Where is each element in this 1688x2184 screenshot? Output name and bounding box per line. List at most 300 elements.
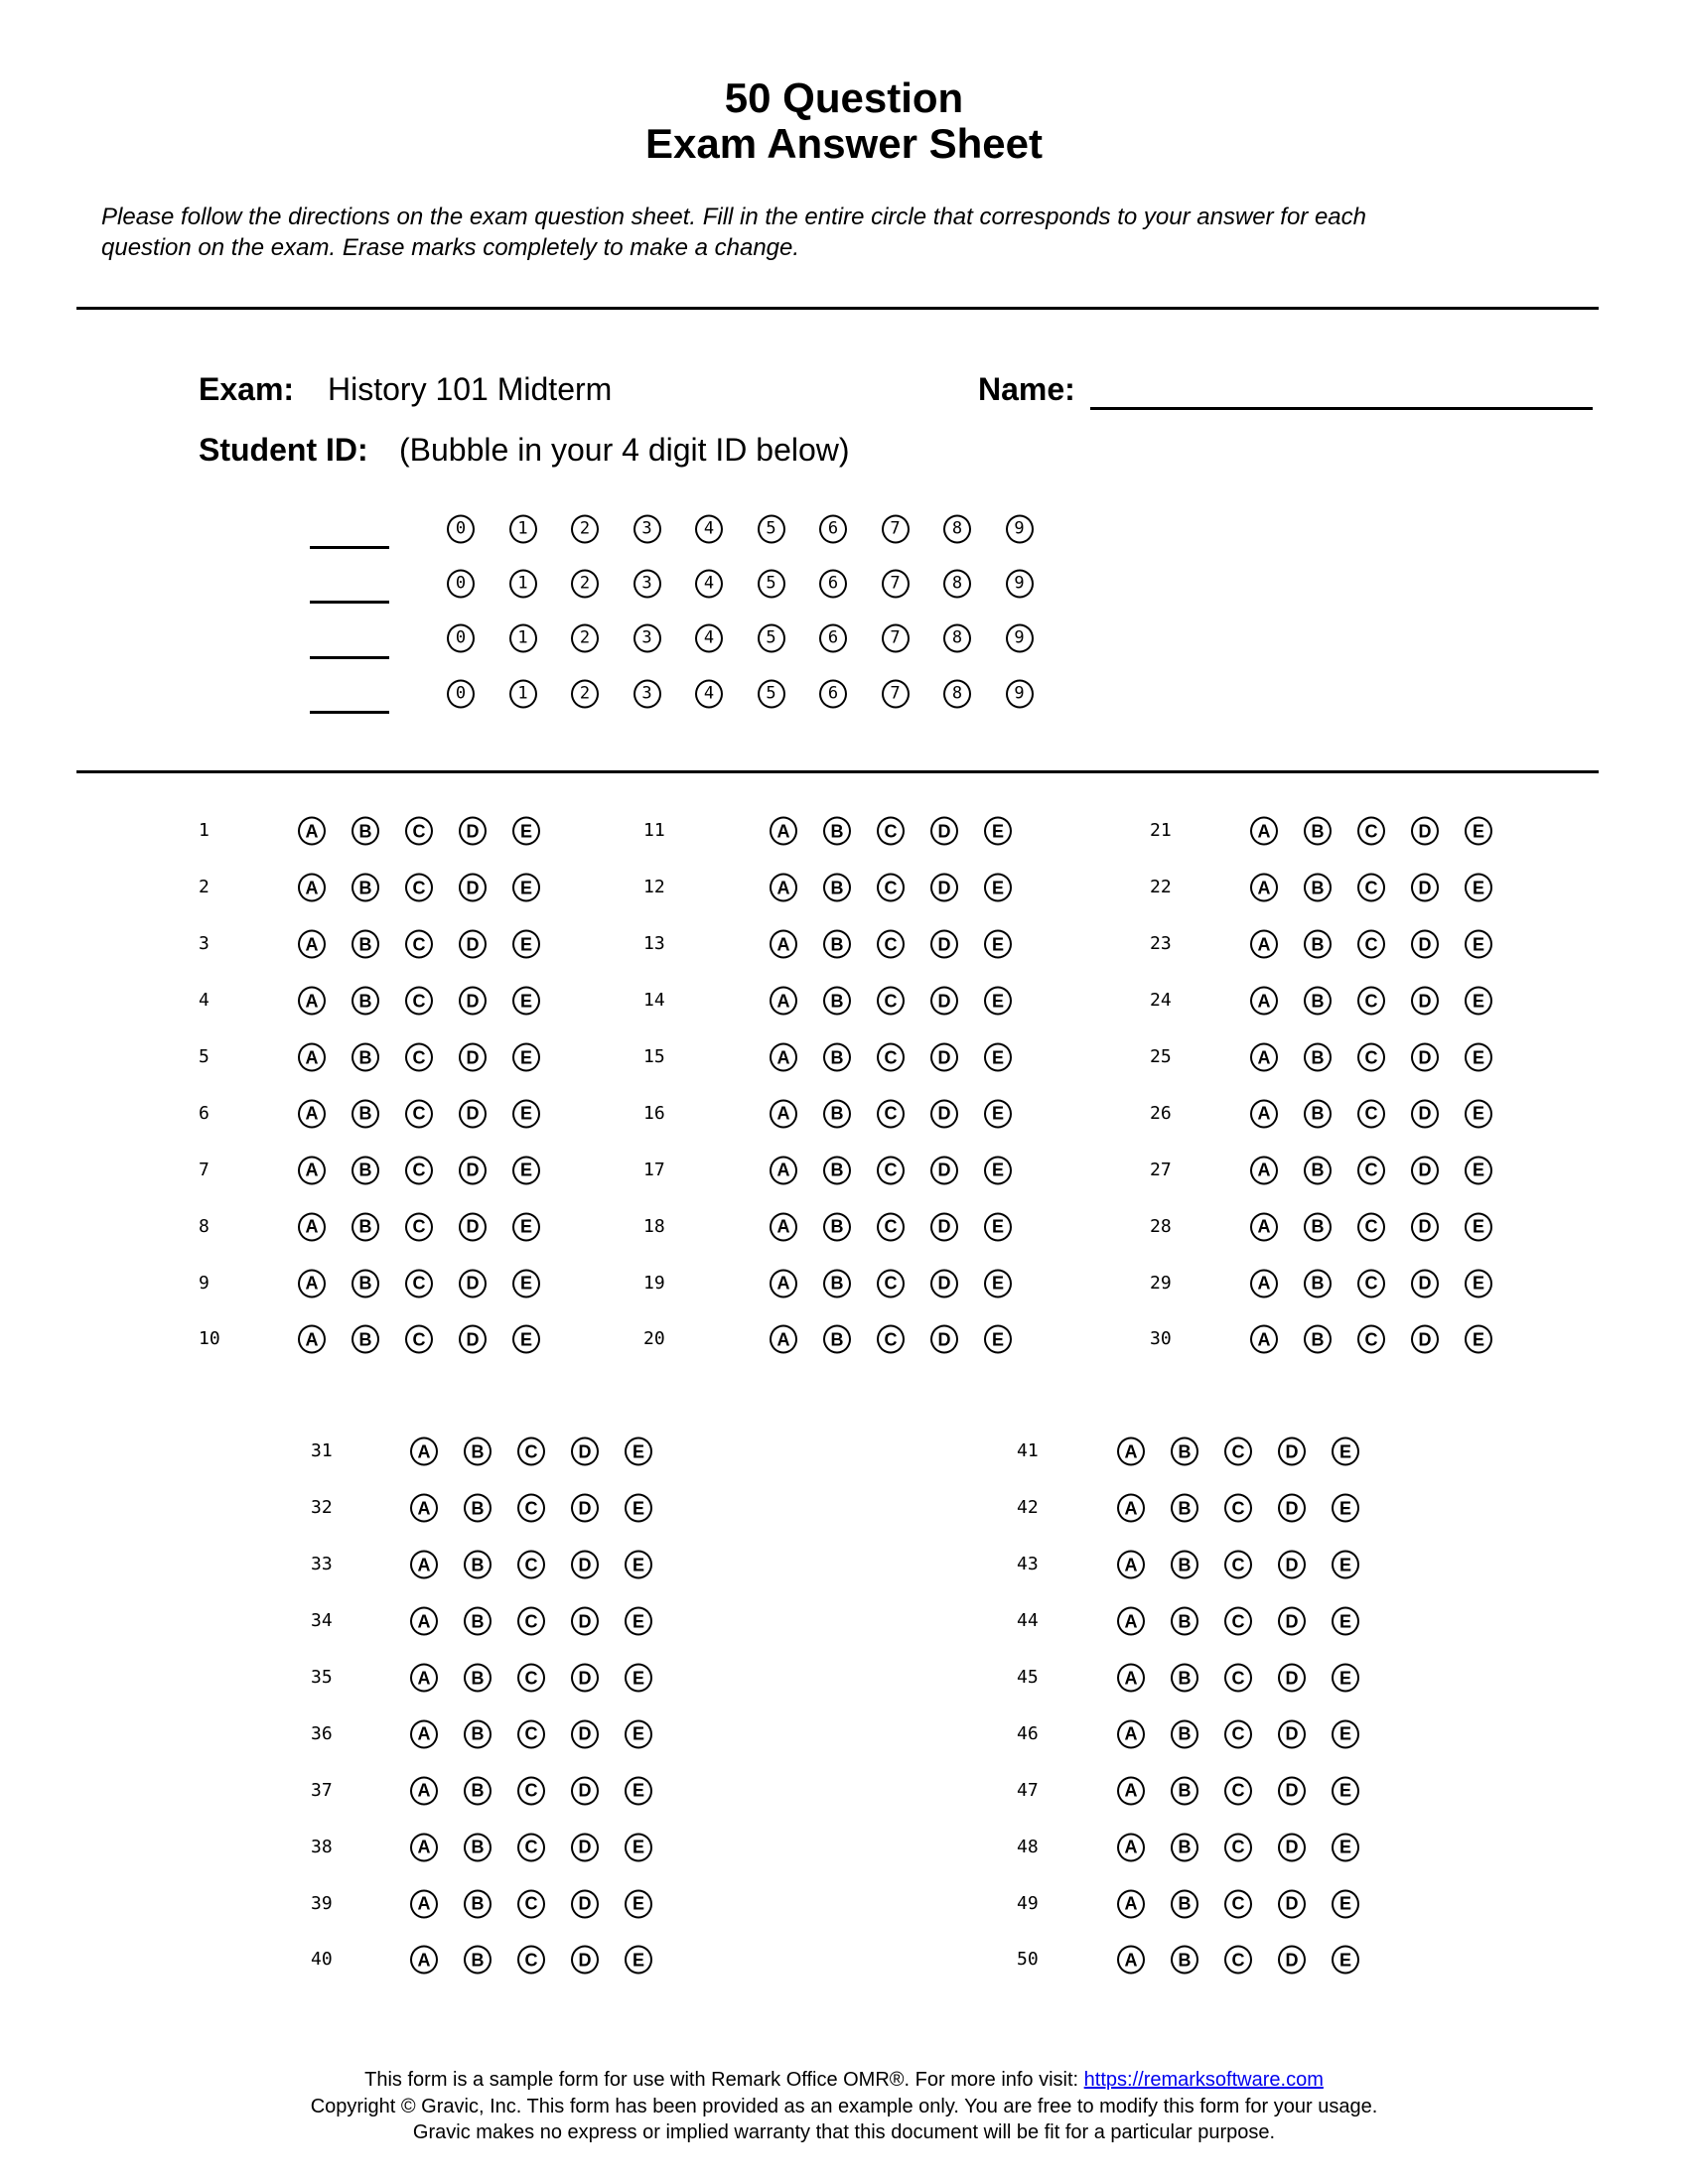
answer-bubble-6-B[interactable]: B xyxy=(352,1099,379,1128)
id-bubble-row4-7[interactable]: 7 xyxy=(882,679,910,708)
answer-bubble-15-E[interactable]: E xyxy=(984,1043,1012,1072)
answer-bubble-1-D[interactable]: D xyxy=(459,817,487,846)
answer-bubble-28-B[interactable]: B xyxy=(1304,1212,1332,1241)
answer-bubble-47-E[interactable]: E xyxy=(1332,1776,1359,1805)
answer-bubble-21-E[interactable]: E xyxy=(1465,817,1492,846)
answer-bubble-23-D[interactable]: D xyxy=(1411,930,1439,959)
id-bubble-row1-1[interactable]: 1 xyxy=(509,514,537,543)
answer-bubble-28-C[interactable]: C xyxy=(1357,1212,1385,1241)
answer-bubble-32-C[interactable]: C xyxy=(517,1494,545,1523)
answer-bubble-19-A[interactable]: A xyxy=(770,1269,797,1297)
answer-bubble-31-B[interactable]: B xyxy=(464,1437,492,1466)
answer-bubbles xyxy=(298,874,540,902)
answer-bubble-1-A[interactable]: A xyxy=(298,817,326,846)
answer-bubble-24-B[interactable]: B xyxy=(1304,987,1332,1016)
answer-bubble-22-E[interactable]: E xyxy=(1465,874,1492,902)
answer-bubble-5-B[interactable]: B xyxy=(352,1043,379,1072)
answer-bubble-25-A[interactable]: A xyxy=(1250,1043,1278,1072)
answer-bubble-46-A[interactable]: A xyxy=(1117,1719,1145,1748)
answer-bubble-44-D[interactable]: D xyxy=(1278,1607,1306,1636)
answer-bubble-25-B[interactable]: B xyxy=(1304,1043,1332,1072)
answer-bubble-33-D[interactable]: D xyxy=(571,1551,599,1579)
answer-bubble-50-E[interactable]: E xyxy=(1332,1946,1359,1975)
answer-bubble-43-D[interactable]: D xyxy=(1278,1551,1306,1579)
answer-bubble-40-C[interactable]: C xyxy=(517,1946,545,1975)
answer-bubble-16-C[interactable]: C xyxy=(877,1099,905,1128)
answer-bubble-31-C[interactable]: C xyxy=(517,1437,545,1466)
answer-bubble-8-A[interactable]: A xyxy=(298,1212,326,1241)
answer-bubble-14-E[interactable]: E xyxy=(984,987,1012,1016)
id-bubble-row4-9[interactable]: 9 xyxy=(1006,679,1034,708)
answer-bubble-34-D[interactable]: D xyxy=(571,1607,599,1636)
id-bubble-row1-9[interactable]: 9 xyxy=(1006,514,1034,543)
answer-bubble-44-C[interactable]: C xyxy=(1224,1607,1252,1636)
answer-bubble-28-A[interactable]: A xyxy=(1250,1212,1278,1241)
answer-bubble-5-A[interactable]: A xyxy=(298,1043,326,1072)
answer-bubble-14-C[interactable]: C xyxy=(877,987,905,1016)
answer-bubble-24-E[interactable]: E xyxy=(1465,987,1492,1016)
answer-bubble-50-B[interactable]: B xyxy=(1171,1946,1198,1975)
answer-bubble-30-C[interactable]: C xyxy=(1357,1325,1385,1354)
id-bubble-row1-0[interactable]: 0 xyxy=(447,514,475,543)
answer-bubble-16-B[interactable]: B xyxy=(823,1099,851,1128)
answer-bubble-46-C[interactable]: C xyxy=(1224,1719,1252,1748)
answer-bubble-41-C[interactable]: C xyxy=(1224,1437,1252,1466)
answer-bubble-38-B[interactable]: B xyxy=(464,1833,492,1861)
answer-bubble-15-B[interactable]: B xyxy=(823,1043,851,1072)
answer-bubble-9-A[interactable]: A xyxy=(298,1269,326,1297)
answer-bubble-48-D[interactable]: D xyxy=(1278,1833,1306,1861)
answer-bubble-26-E[interactable]: E xyxy=(1465,1099,1492,1128)
answer-bubbles xyxy=(1250,1043,1492,1072)
answer-bubble-46-E[interactable]: E xyxy=(1332,1719,1359,1748)
answer-bubble-43-B[interactable]: B xyxy=(1171,1551,1198,1579)
answer-bubble-16-A[interactable]: A xyxy=(770,1099,797,1128)
answer-bubble-17-D[interactable]: D xyxy=(930,1156,958,1184)
answer-bubble-18-B[interactable]: B xyxy=(823,1212,851,1241)
id-bubble-row3-8[interactable]: 8 xyxy=(943,624,971,653)
answer-bubble-23-B[interactable]: B xyxy=(1304,930,1332,959)
answer-bubble-22-A[interactable]: A xyxy=(1250,874,1278,902)
answer-bubble-18-C[interactable]: C xyxy=(877,1212,905,1241)
answer-bubble-7-D[interactable]: D xyxy=(459,1156,487,1184)
answer-bubble-2-B[interactable]: B xyxy=(352,874,379,902)
answer-bubble-47-B[interactable]: B xyxy=(1171,1776,1198,1805)
answer-bubble-28-D[interactable]: D xyxy=(1411,1212,1439,1241)
name-input-line[interactable] xyxy=(1090,407,1593,410)
answer-bubble-12-A[interactable]: A xyxy=(770,874,797,902)
answer-bubble-26-C[interactable]: C xyxy=(1357,1099,1385,1128)
answer-bubble-45-C[interactable]: C xyxy=(1224,1664,1252,1693)
answer-bubble-40-E[interactable]: E xyxy=(625,1946,652,1975)
answer-bubble-29-A[interactable]: A xyxy=(1250,1269,1278,1297)
answer-bubble-6-E[interactable]: E xyxy=(512,1099,540,1128)
id-bubble-row3-4[interactable]: 4 xyxy=(695,624,723,653)
answer-bubble-6-D[interactable]: D xyxy=(459,1099,487,1128)
answer-bubble-25-C[interactable]: C xyxy=(1357,1043,1385,1072)
id-bubble-row2-4[interactable]: 4 xyxy=(695,569,723,598)
answer-bubble-31-E[interactable]: E xyxy=(625,1437,652,1466)
answer-bubble-34-C[interactable]: C xyxy=(517,1607,545,1636)
answer-bubble-41-E[interactable]: E xyxy=(1332,1437,1359,1466)
answer-bubble-10-E[interactable]: E xyxy=(512,1325,540,1354)
answer-bubble-49-A[interactable]: A xyxy=(1117,1889,1145,1918)
answer-bubble-45-B[interactable]: B xyxy=(1171,1664,1198,1693)
answer-bubble-10-A[interactable]: A xyxy=(298,1325,326,1354)
id-bubble-row4-4[interactable]: 4 xyxy=(695,679,723,708)
answer-bubble-22-C[interactable]: C xyxy=(1357,874,1385,902)
answer-bubble-6-C[interactable]: C xyxy=(405,1099,433,1128)
answer-bubble-3-A[interactable]: A xyxy=(298,930,326,959)
id-bubble-row2-7[interactable]: 7 xyxy=(882,569,910,598)
answer-bubble-31-D[interactable]: D xyxy=(571,1437,599,1466)
id-bubble-row4-0[interactable]: 0 xyxy=(447,679,475,708)
answer-bubble-13-B[interactable]: B xyxy=(823,930,851,959)
answer-bubble-33-E[interactable]: E xyxy=(625,1551,652,1579)
answer-bubble-9-D[interactable]: D xyxy=(459,1269,487,1297)
answer-bubble-19-D[interactable]: D xyxy=(930,1269,958,1297)
remarksoftware-link[interactable]: https://remarksoftware.com xyxy=(1083,2069,1324,2091)
answer-bubble-50-D[interactable]: D xyxy=(1278,1946,1306,1975)
answer-bubble-17-C[interactable]: C xyxy=(877,1156,905,1184)
id-bubble-row1-5[interactable]: 5 xyxy=(758,514,785,543)
answer-bubble-37-D[interactable]: D xyxy=(571,1776,599,1805)
answer-bubble-38-D[interactable]: D xyxy=(571,1833,599,1861)
answer-bubble-36-D[interactable]: D xyxy=(571,1719,599,1748)
answer-bubble-23-E[interactable]: E xyxy=(1465,930,1492,959)
answer-bubble-18-D[interactable]: D xyxy=(930,1212,958,1241)
answer-bubble-39-A[interactable]: A xyxy=(410,1889,438,1918)
id-bubble-row2-3[interactable]: 3 xyxy=(633,569,661,598)
id-bubble-row3-5[interactable]: 5 xyxy=(758,624,785,653)
answer-bubble-30-A[interactable]: A xyxy=(1250,1325,1278,1354)
answer-bubble-15-C[interactable]: C xyxy=(877,1043,905,1072)
answer-bubble-16-D[interactable]: D xyxy=(930,1099,958,1128)
answer-bubble-3-E[interactable]: E xyxy=(512,930,540,959)
answer-bubble-21-D[interactable]: D xyxy=(1411,817,1439,846)
answer-bubble-27-D[interactable]: D xyxy=(1411,1156,1439,1184)
answer-bubble-46-D[interactable]: D xyxy=(1278,1719,1306,1748)
question-number: 23 xyxy=(1150,933,1172,955)
answer-bubble-25-D[interactable]: D xyxy=(1411,1043,1439,1072)
answer-bubble-5-E[interactable]: E xyxy=(512,1043,540,1072)
answer-bubble-2-D[interactable]: D xyxy=(459,874,487,902)
answer-bubble-21-A[interactable]: A xyxy=(1250,817,1278,846)
answer-bubble-11-B[interactable]: B xyxy=(823,817,851,846)
id-bubble-row1-8[interactable]: 8 xyxy=(943,514,971,543)
answer-bubble-2-E[interactable]: E xyxy=(512,874,540,902)
answer-bubble-39-C[interactable]: C xyxy=(517,1889,545,1918)
answer-bubble-36-B[interactable]: B xyxy=(464,1719,492,1748)
answer-bubble-30-D[interactable]: D xyxy=(1411,1325,1439,1354)
answer-bubble-50-A[interactable]: A xyxy=(1117,1946,1145,1975)
answer-bubble-27-A[interactable]: A xyxy=(1250,1156,1278,1184)
answer-bubble-8-C[interactable]: C xyxy=(405,1212,433,1241)
answer-bubble-9-E[interactable]: E xyxy=(512,1269,540,1297)
answer-bubble-7-C[interactable]: C xyxy=(405,1156,433,1184)
answer-bubble-32-E[interactable]: E xyxy=(625,1494,652,1523)
answer-bubble-30-B[interactable]: B xyxy=(1304,1325,1332,1354)
answer-bubble-50-C[interactable]: C xyxy=(1224,1946,1252,1975)
id-bubble-row3-3[interactable]: 3 xyxy=(633,624,661,653)
answer-bubble-32-B[interactable]: B xyxy=(464,1494,492,1523)
id-bubble-row2-5[interactable]: 5 xyxy=(758,569,785,598)
answer-bubble-3-C[interactable]: C xyxy=(405,930,433,959)
answer-bubble-10-C[interactable]: C xyxy=(405,1325,433,1354)
question-number: 39 xyxy=(311,1892,333,1914)
answer-bubble-40-B[interactable]: B xyxy=(464,1946,492,1975)
answer-bubble-35-A[interactable]: A xyxy=(410,1664,438,1693)
answer-bubble-20-E[interactable]: E xyxy=(984,1325,1012,1354)
answer-bubble-27-B[interactable]: B xyxy=(1304,1156,1332,1184)
answer-bubble-17-B[interactable]: B xyxy=(823,1156,851,1184)
answer-bubble-38-C[interactable]: C xyxy=(517,1833,545,1861)
answer-bubble-4-D[interactable]: D xyxy=(459,987,487,1016)
answer-bubble-29-E[interactable]: E xyxy=(1465,1269,1492,1297)
answer-bubble-26-D[interactable]: D xyxy=(1411,1099,1439,1128)
answer-bubble-33-B[interactable]: B xyxy=(464,1551,492,1579)
answer-bubble-23-A[interactable]: A xyxy=(1250,930,1278,959)
answer-bubble-37-C[interactable]: C xyxy=(517,1776,545,1805)
answer-bubble-43-A[interactable]: A xyxy=(1117,1551,1145,1579)
answer-bubble-28-E[interactable]: E xyxy=(1465,1212,1492,1241)
id-bubble-row4-6[interactable]: 6 xyxy=(819,679,847,708)
answer-bubble-44-E[interactable]: E xyxy=(1332,1607,1359,1636)
answer-bubble-37-E[interactable]: E xyxy=(625,1776,652,1805)
answer-bubble-8-E[interactable]: E xyxy=(512,1212,540,1241)
answer-bubble-48-C[interactable]: C xyxy=(1224,1833,1252,1861)
answer-bubble-14-A[interactable]: A xyxy=(770,987,797,1016)
answer-bubble-38-E[interactable]: E xyxy=(625,1833,652,1861)
answer-bubble-43-C[interactable]: C xyxy=(1224,1551,1252,1579)
answer-bubble-3-D[interactable]: D xyxy=(459,930,487,959)
answer-bubble-2-A[interactable]: A xyxy=(298,874,326,902)
answer-bubble-35-D[interactable]: D xyxy=(571,1664,599,1693)
answer-bubble-10-D[interactable]: D xyxy=(459,1325,487,1354)
answer-bubble-47-C[interactable]: C xyxy=(1224,1776,1252,1805)
id-bubble-row3-1[interactable]: 1 xyxy=(509,624,537,653)
id-bubble-row2-2[interactable]: 2 xyxy=(571,569,599,598)
answer-bubble-24-C[interactable]: C xyxy=(1357,987,1385,1016)
answer-bubble-1-B[interactable]: B xyxy=(352,817,379,846)
answer-bubble-39-D[interactable]: D xyxy=(571,1889,599,1918)
answer-bubble-49-B[interactable]: B xyxy=(1171,1889,1198,1918)
answer-bubble-38-A[interactable]: A xyxy=(410,1833,438,1861)
answer-bubble-18-E[interactable]: E xyxy=(984,1212,1012,1241)
id-bubble-row1-6[interactable]: 6 xyxy=(819,514,847,543)
answer-bubble-32-A[interactable]: A xyxy=(410,1494,438,1523)
answer-bubble-12-E[interactable]: E xyxy=(984,874,1012,902)
id-bubble-row2-9[interactable]: 9 xyxy=(1006,569,1034,598)
id-bubble-row2-6[interactable]: 6 xyxy=(819,569,847,598)
answer-bubble-7-A[interactable]: A xyxy=(298,1156,326,1184)
answer-bubble-9-C[interactable]: C xyxy=(405,1269,433,1297)
answer-bubble-35-B[interactable]: B xyxy=(464,1664,492,1693)
answer-bubble-11-A[interactable]: A xyxy=(770,817,797,846)
answer-bubble-20-B[interactable]: B xyxy=(823,1325,851,1354)
answer-bubble-42-A[interactable]: A xyxy=(1117,1494,1145,1523)
answer-bubble-13-E[interactable]: E xyxy=(984,930,1012,959)
id-bubble-row2-0[interactable]: 0 xyxy=(447,569,475,598)
answer-bubble-13-C[interactable]: C xyxy=(877,930,905,959)
answer-bubble-36-E[interactable]: E xyxy=(625,1719,652,1748)
answer-bubble-45-A[interactable]: A xyxy=(1117,1664,1145,1693)
answer-bubble-29-C[interactable]: C xyxy=(1357,1269,1385,1297)
answer-bubble-40-A[interactable]: A xyxy=(410,1946,438,1975)
answer-bubble-11-E[interactable]: E xyxy=(984,817,1012,846)
id-bubble-row4-1[interactable]: 1 xyxy=(509,679,537,708)
id-bubble-row3-6[interactable]: 6 xyxy=(819,624,847,653)
id-bubble-row1-7[interactable]: 7 xyxy=(882,514,910,543)
answer-bubble-33-A[interactable]: A xyxy=(410,1551,438,1579)
answer-bubble-10-B[interactable]: B xyxy=(352,1325,379,1354)
answer-bubble-44-B[interactable]: B xyxy=(1171,1607,1198,1636)
answer-bubble-16-E[interactable]: E xyxy=(984,1099,1012,1128)
answer-bubble-14-D[interactable]: D xyxy=(930,987,958,1016)
answer-bubble-30-E[interactable]: E xyxy=(1465,1325,1492,1354)
answer-bubble-11-C[interactable]: C xyxy=(877,817,905,846)
instructions xyxy=(101,202,1366,263)
answer-bubble-22-B[interactable]: B xyxy=(1304,874,1332,902)
answer-bubble-42-C[interactable]: C xyxy=(1224,1494,1252,1523)
id-bubble-row1-2[interactable]: 2 xyxy=(571,514,599,543)
answer-bubble-44-A[interactable]: A xyxy=(1117,1607,1145,1636)
answer-bubble-33-C[interactable]: C xyxy=(517,1551,545,1579)
answer-bubble-19-E[interactable]: E xyxy=(984,1269,1012,1297)
answer-bubble-4-C[interactable]: C xyxy=(405,987,433,1016)
answer-bubble-7-E[interactable]: E xyxy=(512,1156,540,1184)
answer-bubble-1-E[interactable]: E xyxy=(512,817,540,846)
answer-bubble-8-D[interactable]: D xyxy=(459,1212,487,1241)
answer-bubble-17-E[interactable]: E xyxy=(984,1156,1012,1184)
answer-bubble-47-D[interactable]: D xyxy=(1278,1776,1306,1805)
id-bubble-row1-3[interactable]: 3 xyxy=(633,514,661,543)
answer-bubble-8-B[interactable]: B xyxy=(352,1212,379,1241)
answer-bubble-15-D[interactable]: D xyxy=(930,1043,958,1072)
answer-bubble-6-A[interactable]: A xyxy=(298,1099,326,1128)
answer-bubble-37-A[interactable]: A xyxy=(410,1776,438,1805)
id-bubble-row1-4[interactable]: 4 xyxy=(695,514,723,543)
answer-bubble-12-B[interactable]: B xyxy=(823,874,851,902)
answer-bubble-36-C[interactable]: C xyxy=(517,1719,545,1748)
answer-bubble-42-E[interactable]: E xyxy=(1332,1494,1359,1523)
answer-bubble-20-C[interactable]: C xyxy=(877,1325,905,1354)
answer-bubble-42-D[interactable]: D xyxy=(1278,1494,1306,1523)
answer-bubble-35-E[interactable]: E xyxy=(625,1664,652,1693)
question-number: 31 xyxy=(311,1440,333,1462)
answer-bubble-11-D[interactable]: D xyxy=(930,817,958,846)
answer-bubble-17-A[interactable]: A xyxy=(770,1156,797,1184)
answer-bubble-48-E[interactable]: E xyxy=(1332,1833,1359,1861)
answer-bubble-49-E[interactable]: E xyxy=(1332,1889,1359,1918)
answer-bubble-3-B[interactable]: B xyxy=(352,930,379,959)
answer-bubble-26-B[interactable]: B xyxy=(1304,1099,1332,1128)
answer-bubble-27-E[interactable]: E xyxy=(1465,1156,1492,1184)
id-bubble-row3-2[interactable]: 2 xyxy=(571,624,599,653)
answer-bubble-12-C[interactable]: C xyxy=(877,874,905,902)
answer-bubble-29-B[interactable]: B xyxy=(1304,1269,1332,1297)
answer-bubble-49-C[interactable]: C xyxy=(1224,1889,1252,1918)
answer-bubble-20-D[interactable]: D xyxy=(930,1325,958,1354)
answer-bubble-45-D[interactable]: D xyxy=(1278,1664,1306,1693)
id-bubble-row3-7[interactable]: 7 xyxy=(882,624,910,653)
answer-bubble-14-B[interactable]: B xyxy=(823,987,851,1016)
answer-bubble-43-E[interactable]: E xyxy=(1332,1551,1359,1579)
id-bubble-row2-8[interactable]: 8 xyxy=(943,569,971,598)
answer-bubbles xyxy=(1250,1325,1492,1354)
answer-bubble-47-A[interactable]: A xyxy=(1117,1776,1145,1805)
answer-bubble-48-B[interactable]: B xyxy=(1171,1833,1198,1861)
answer-bubble-4-A[interactable]: A xyxy=(298,987,326,1016)
answer-bubble-13-A[interactable]: A xyxy=(770,930,797,959)
answer-bubble-7-B[interactable]: B xyxy=(352,1156,379,1184)
answer-bubble-23-C[interactable]: C xyxy=(1357,930,1385,959)
answer-bubble-27-C[interactable]: C xyxy=(1357,1156,1385,1184)
answer-bubble-15-A[interactable]: A xyxy=(770,1043,797,1072)
answer-bubble-34-B[interactable]: B xyxy=(464,1607,492,1636)
id-bubble-row3-9[interactable]: 9 xyxy=(1006,624,1034,653)
answer-bubble-5-D[interactable]: D xyxy=(459,1043,487,1072)
answer-bubble-19-C[interactable]: C xyxy=(877,1269,905,1297)
answer-bubble-4-E[interactable]: E xyxy=(512,987,540,1016)
answer-bubble-36-A[interactable]: A xyxy=(410,1719,438,1748)
answer-bubble-4-B[interactable]: B xyxy=(352,987,379,1016)
answer-bubble-2-C[interactable]: C xyxy=(405,874,433,902)
answer-bubble-37-B[interactable]: B xyxy=(464,1776,492,1805)
answer-bubble-40-D[interactable]: D xyxy=(571,1946,599,1975)
answer-bubble-21-C[interactable]: C xyxy=(1357,817,1385,846)
answer-bubble-45-E[interactable]: E xyxy=(1332,1664,1359,1693)
answer-bubble-29-D[interactable]: D xyxy=(1411,1269,1439,1297)
answer-bubble-41-D[interactable]: D xyxy=(1278,1437,1306,1466)
id-bubble-row4-3[interactable]: 3 xyxy=(633,679,661,708)
answer-bubble-12-D[interactable]: D xyxy=(930,874,958,902)
answer-bubble-24-D[interactable]: D xyxy=(1411,987,1439,1016)
answer-bubble-26-A[interactable]: A xyxy=(1250,1099,1278,1128)
id-bubble-row4-2[interactable]: 2 xyxy=(571,679,599,708)
question-number: 16 xyxy=(643,1102,665,1124)
answer-bubble-46-B[interactable]: B xyxy=(1171,1719,1198,1748)
answer-bubble-31-A[interactable]: A xyxy=(410,1437,438,1466)
answer-bubble-48-A[interactable]: A xyxy=(1117,1833,1145,1861)
answer-bubble-39-B[interactable]: B xyxy=(464,1889,492,1918)
answer-bubble-22-D[interactable]: D xyxy=(1411,874,1439,902)
answer-bubble-5-C[interactable]: C xyxy=(405,1043,433,1072)
answer-bubble-42-B[interactable]: B xyxy=(1171,1494,1198,1523)
answer-bubble-34-A[interactable]: A xyxy=(410,1607,438,1636)
answer-bubble-1-C[interactable]: C xyxy=(405,817,433,846)
answer-bubble-41-B[interactable]: B xyxy=(1171,1437,1198,1466)
answer-bubble-9-B[interactable]: B xyxy=(352,1269,379,1297)
answer-bubble-19-B[interactable]: B xyxy=(823,1269,851,1297)
answer-bubble-24-A[interactable]: A xyxy=(1250,987,1278,1016)
id-bubble-row4-8[interactable]: 8 xyxy=(943,679,971,708)
answer-bubble-25-E[interactable]: E xyxy=(1465,1043,1492,1072)
answer-bubble-41-A[interactable]: A xyxy=(1117,1437,1145,1466)
answer-bubble-20-A[interactable]: A xyxy=(770,1325,797,1354)
answer-bubble-34-E[interactable]: E xyxy=(625,1607,652,1636)
answer-bubble-21-B[interactable]: B xyxy=(1304,817,1332,846)
answer-bubble-49-D[interactable]: D xyxy=(1278,1889,1306,1918)
answer-bubble-39-E[interactable]: E xyxy=(625,1889,652,1918)
id-bubble-row3-0[interactable]: 0 xyxy=(447,624,475,653)
answer-bubble-18-A[interactable]: A xyxy=(770,1212,797,1241)
answer-bubble-13-D[interactable]: D xyxy=(930,930,958,959)
id-bubble-row4-5[interactable]: 5 xyxy=(758,679,785,708)
answer-bubble-35-C[interactable]: C xyxy=(517,1664,545,1693)
id-bubble-row2-1[interactable]: 1 xyxy=(509,569,537,598)
answer-bubble-32-D[interactable]: D xyxy=(571,1494,599,1523)
